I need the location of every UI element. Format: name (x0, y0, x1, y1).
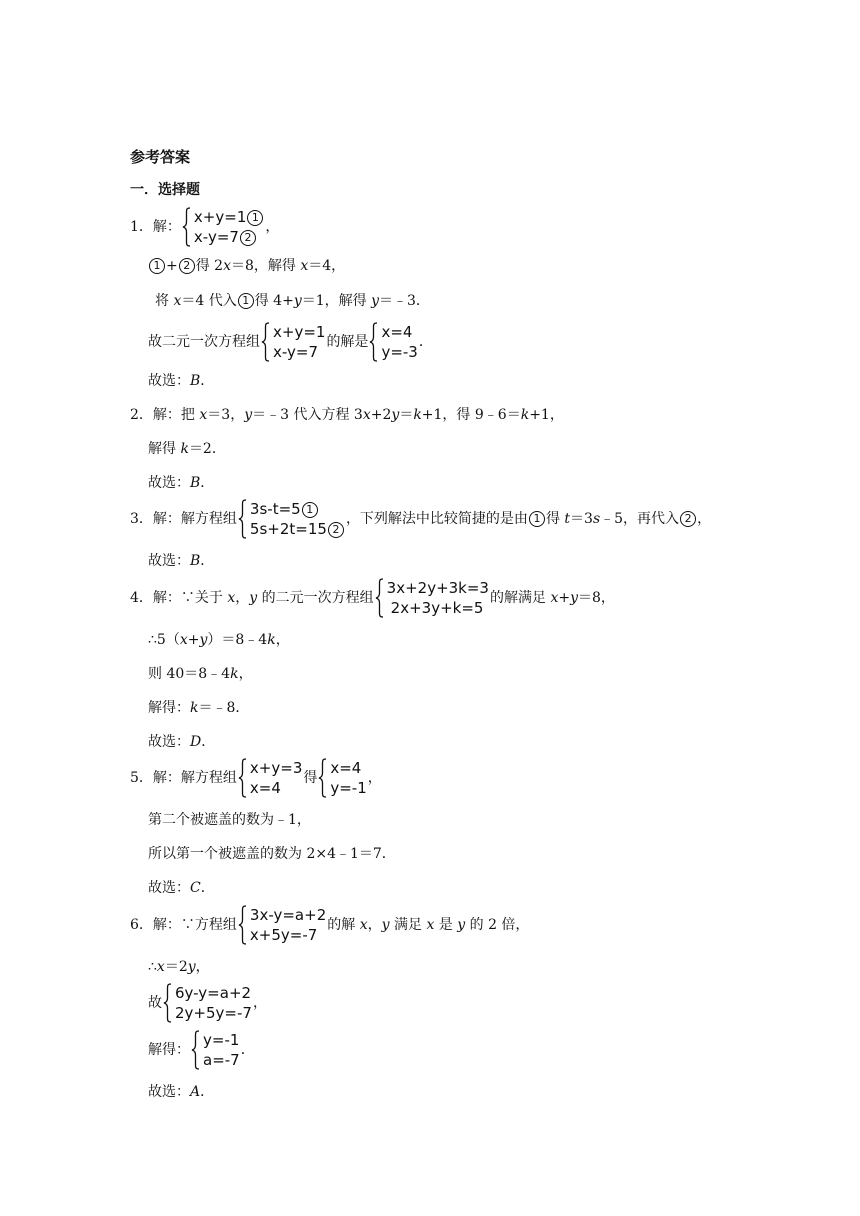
q2-answer: 故选：B． (148, 475, 215, 491)
q5-line-1: 5．解：解方程组 x+y=3 x=4 得 x=4 y=-1 ， (130, 759, 382, 797)
equation-system: x+y=1 x-y=7 (261, 322, 325, 362)
q4-line-2: ∴5（x+y）＝8﹣4k， (148, 632, 290, 648)
solution-system: x=4 y=-1 (318, 758, 366, 798)
left-brace-icon (261, 322, 270, 362)
left-brace-icon (163, 983, 172, 1023)
q1-number: 1． (130, 219, 153, 235)
page-heading: 参考答案 (130, 148, 191, 166)
q5-line-3: 所以第一个被遮盖的数为 2×4﹣1＝7． (148, 846, 396, 862)
q4-answer: 故选：D． (148, 734, 216, 750)
q1-line-1: 1．解： x+y=1 1 x-y=7 2 ， (130, 208, 280, 246)
q2-number: 2． (130, 407, 153, 423)
left-brace-icon (238, 758, 247, 798)
q1-line-2: 1 + 2 得 2x＝8，解得 x＝4， (148, 256, 345, 276)
q2-line-1: 2．解：把 x＝3，y＝﹣3 代入方程 3x+2y＝k+1，得 9﹣6＝k+1， (130, 407, 564, 423)
left-brace-icon (375, 578, 384, 618)
q5-line-2: 第二个被遮盖的数为﹣1， (148, 812, 311, 828)
q5-number: 5． (130, 770, 153, 786)
q1-line-3: 将 x＝4 代入 1 得 4+y＝1，解得 y＝﹣3． (155, 293, 430, 309)
q6-line-1: 6．解：∵方程组 3x-y=a+2 x+5y=-7 的解 x，y 满足 x 是 y 的 2 倍， (130, 906, 530, 944)
q3-line-1: 3．解：解方程组 3s-t=5 1 5s+2t=15 2 ，下列解法中比较简捷的是由 1 得 t＝3s﹣5，再代入 2 ， (130, 500, 712, 538)
q1-line-4: 故二元一次方程组 x+y=1 x-y=7 的解是 x=4 y=-3 ． (148, 323, 433, 361)
left-brace-icon (238, 905, 247, 945)
equation-system: x+y=1 1 x-y=7 2 (182, 207, 264, 247)
q4-number: 4． (130, 590, 153, 606)
section-title: 一．选择题 (130, 182, 200, 198)
equation-system: x+y=3 x=4 (238, 758, 302, 798)
left-brace-icon (182, 207, 191, 247)
left-brace-icon (318, 758, 327, 798)
equation-system: 3x+2y+3k=3 2x+3y+k=5 (375, 578, 489, 618)
q3-answer: 故选：B． (148, 553, 215, 569)
q1-answer: 故选：B． (148, 373, 215, 389)
equation-system: 6y-y=a+2 2y+5y=-7 (163, 983, 252, 1023)
equation-system: 3x-y=a+2 x+5y=-7 (238, 905, 326, 945)
q3-number: 3． (130, 511, 153, 527)
left-brace-icon (238, 499, 247, 539)
q4-line-3: 则 40＝8﹣4k， (148, 666, 253, 682)
left-brace-icon (369, 322, 378, 362)
q2-line-2: 解得 k＝2． (148, 441, 226, 457)
solution-system: x=4 y=-3 (369, 322, 417, 362)
q6-line-4: 解得： y=-1 a=-7 ． (148, 1031, 255, 1069)
solution-system: y=-1 a=-7 (191, 1030, 240, 1070)
q4-line-1: 4．解：∵关于 x，y 的二元一次方程组 3x+2y+3k=3 2x+3y+k=5 的解满足 x+y＝8， (130, 579, 615, 617)
q6-answer: 故选：A． (148, 1084, 215, 1100)
left-brace-icon (191, 1030, 200, 1070)
q4-line-4: 解得：k＝﹣8． (148, 700, 250, 716)
q6-line-2: ∴x＝2y， (148, 959, 210, 975)
equation-system: 3s-t=5 1 5s+2t=15 2 (238, 499, 345, 539)
q6-line-3: 故 6y-y=a+2 2y+5y=-7 ， (148, 984, 267, 1022)
q5-answer: 故选：C． (148, 880, 215, 896)
q6-number: 6． (130, 917, 153, 933)
